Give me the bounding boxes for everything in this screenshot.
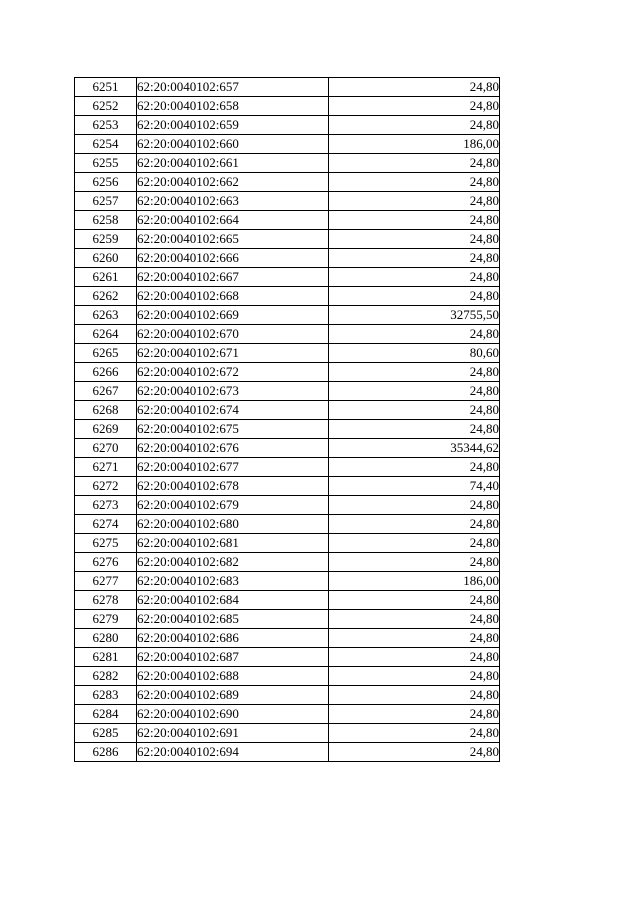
cadastral-number-cell: 62:20:0040102:670: [137, 325, 329, 344]
table-row: [75, 705, 500, 724]
cadastral-number-cell: 62:20:0040102:657: [137, 78, 329, 97]
row-number-cell: 6258: [75, 211, 137, 230]
row-number-cell: 6281: [75, 648, 137, 667]
row-number-cell: 6278: [75, 591, 137, 610]
table-row: [75, 325, 500, 344]
row-number-cell: 6282: [75, 667, 137, 686]
cadastral-number-cell: 62:20:0040102:662: [137, 173, 329, 192]
cadastral-table: [74, 77, 500, 762]
cadastral-number-cell: 62:20:0040102:678: [137, 477, 329, 496]
row-number-cell: 6256: [75, 173, 137, 192]
row-number-cell: 6277: [75, 572, 137, 591]
cadastral-number-cell: 62:20:0040102:694: [137, 743, 329, 762]
cadastral-number-cell: 62:20:0040102:689: [137, 686, 329, 705]
cadastral-number-cell: 62:20:0040102:658: [137, 97, 329, 116]
area-value-cell: 24,80: [329, 610, 500, 629]
area-value-cell: 24,80: [329, 724, 500, 743]
table-row: [75, 268, 500, 287]
area-value-cell: 186,00: [329, 135, 500, 154]
table-row: [75, 287, 500, 306]
table-row: [75, 610, 500, 629]
area-value-cell: 24,80: [329, 496, 500, 515]
cadastral-number-cell: 62:20:0040102:682: [137, 553, 329, 572]
area-value-cell: 24,80: [329, 211, 500, 230]
table-row: [75, 686, 500, 705]
area-value-cell: 24,80: [329, 591, 500, 610]
cadastral-number-cell: 62:20:0040102:684: [137, 591, 329, 610]
row-number-cell: 6251: [75, 78, 137, 97]
table-row: [75, 154, 500, 173]
area-value-cell: 186,00: [329, 572, 500, 591]
cadastral-number-cell: 62:20:0040102:687: [137, 648, 329, 667]
table-row: [75, 344, 500, 363]
row-number-cell: 6264: [75, 325, 137, 344]
area-value-cell: 24,80: [329, 629, 500, 648]
row-number-cell: 6270: [75, 439, 137, 458]
area-value-cell: 24,80: [329, 363, 500, 382]
table-row: [75, 420, 500, 439]
table-row: [75, 534, 500, 553]
area-value-cell: 24,80: [329, 382, 500, 401]
area-value-cell: 24,80: [329, 705, 500, 724]
table-row: [75, 116, 500, 135]
cadastral-number-cell: 62:20:0040102:679: [137, 496, 329, 515]
row-number-cell: 6285: [75, 724, 137, 743]
table-row: [75, 249, 500, 268]
cadastral-number-cell: 62:20:0040102:666: [137, 249, 329, 268]
row-number-cell: 6280: [75, 629, 137, 648]
row-number-cell: 6257: [75, 192, 137, 211]
table-row: [75, 135, 500, 154]
area-value-cell: 24,80: [329, 154, 500, 173]
table-row: [75, 439, 500, 458]
row-number-cell: 6259: [75, 230, 137, 249]
cadastral-number-cell: 62:20:0040102:677: [137, 458, 329, 477]
cadastral-number-cell: 62:20:0040102:676: [137, 439, 329, 458]
cadastral-number-cell: 62:20:0040102:659: [137, 116, 329, 135]
cadastral-number-cell: 62:20:0040102:674: [137, 401, 329, 420]
row-number-cell: 6253: [75, 116, 137, 135]
area-value-cell: 80,60: [329, 344, 500, 363]
cadastral-number-cell: 62:20:0040102:671: [137, 344, 329, 363]
area-value-cell: 24,80: [329, 458, 500, 477]
table-row: [75, 458, 500, 477]
area-value-cell: 24,80: [329, 534, 500, 553]
cadastral-number-cell: 62:20:0040102:688: [137, 667, 329, 686]
area-value-cell: 24,80: [329, 268, 500, 287]
area-value-cell: 24,80: [329, 686, 500, 705]
row-number-cell: 6260: [75, 249, 137, 268]
document-page: [74, 77, 500, 762]
table-row: [75, 192, 500, 211]
table-row: [75, 97, 500, 116]
cadastral-number-cell: 62:20:0040102:680: [137, 515, 329, 534]
table-row: [75, 78, 500, 97]
area-value-cell: 24,80: [329, 249, 500, 268]
cadastral-number-cell: 62:20:0040102:668: [137, 287, 329, 306]
row-number-cell: 6284: [75, 705, 137, 724]
table-row: [75, 515, 500, 534]
table-row: [75, 743, 500, 762]
table-row: [75, 591, 500, 610]
row-number-cell: 6275: [75, 534, 137, 553]
row-number-cell: 6283: [75, 686, 137, 705]
row-number-cell: 6273: [75, 496, 137, 515]
row-number-cell: 6262: [75, 287, 137, 306]
cadastral-number-cell: 62:20:0040102:691: [137, 724, 329, 743]
table-row: [75, 667, 500, 686]
cadastral-number-cell: 62:20:0040102:660: [137, 135, 329, 154]
cadastral-number-cell: 62:20:0040102:672: [137, 363, 329, 382]
cadastral-number-cell: 62:20:0040102:686: [137, 629, 329, 648]
cadastral-number-cell: 62:20:0040102:669: [137, 306, 329, 325]
cadastral-number-cell: 62:20:0040102:667: [137, 268, 329, 287]
table-row: [75, 553, 500, 572]
area-value-cell: 24,80: [329, 743, 500, 762]
area-value-cell: 24,80: [329, 325, 500, 344]
table-row: [75, 211, 500, 230]
area-value-cell: 24,80: [329, 420, 500, 439]
table-row: [75, 173, 500, 192]
row-number-cell: 6279: [75, 610, 137, 629]
area-value-cell: 24,80: [329, 173, 500, 192]
area-value-cell: 24,80: [329, 667, 500, 686]
row-number-cell: 6265: [75, 344, 137, 363]
area-value-cell: 24,80: [329, 230, 500, 249]
row-number-cell: 6263: [75, 306, 137, 325]
table-row: [75, 572, 500, 591]
row-number-cell: 6274: [75, 515, 137, 534]
table-row: [75, 477, 500, 496]
row-number-cell: 6272: [75, 477, 137, 496]
cadastral-number-cell: 62:20:0040102:683: [137, 572, 329, 591]
table-row: [75, 648, 500, 667]
row-number-cell: 6254: [75, 135, 137, 154]
area-value-cell: 74,40: [329, 477, 500, 496]
cadastral-number-cell: 62:20:0040102:685: [137, 610, 329, 629]
cadastral-number-cell: 62:20:0040102:663: [137, 192, 329, 211]
area-value-cell: 24,80: [329, 116, 500, 135]
cadastral-number-cell: 62:20:0040102:664: [137, 211, 329, 230]
cadastral-number-cell: 62:20:0040102:673: [137, 382, 329, 401]
area-value-cell: 24,80: [329, 78, 500, 97]
table-row: [75, 724, 500, 743]
row-number-cell: 6266: [75, 363, 137, 382]
cadastral-number-cell: 62:20:0040102:675: [137, 420, 329, 439]
cadastral-number-cell: 62:20:0040102:681: [137, 534, 329, 553]
area-value-cell: 24,80: [329, 515, 500, 534]
area-value-cell: 32755,50: [329, 306, 500, 325]
row-number-cell: 6276: [75, 553, 137, 572]
table-body: [75, 78, 500, 762]
table-row: [75, 363, 500, 382]
area-value-cell: 24,80: [329, 648, 500, 667]
area-value-cell: 24,80: [329, 287, 500, 306]
table-row: [75, 496, 500, 515]
area-value-cell: 24,80: [329, 97, 500, 116]
table-row: [75, 401, 500, 420]
row-number-cell: 6252: [75, 97, 137, 116]
row-number-cell: 6261: [75, 268, 137, 287]
cadastral-number-cell: 62:20:0040102:661: [137, 154, 329, 173]
cadastral-number-cell: 62:20:0040102:690: [137, 705, 329, 724]
row-number-cell: 6255: [75, 154, 137, 173]
table-row: [75, 382, 500, 401]
area-value-cell: 24,80: [329, 192, 500, 211]
table-row: [75, 629, 500, 648]
area-value-cell: 35344,62: [329, 439, 500, 458]
area-value-cell: 24,80: [329, 401, 500, 420]
row-number-cell: 6286: [75, 743, 137, 762]
row-number-cell: 6267: [75, 382, 137, 401]
row-number-cell: 6268: [75, 401, 137, 420]
area-value-cell: 24,80: [329, 553, 500, 572]
row-number-cell: 6269: [75, 420, 137, 439]
row-number-cell: 6271: [75, 458, 137, 477]
table-row: [75, 306, 500, 325]
table-row: [75, 230, 500, 249]
cadastral-number-cell: 62:20:0040102:665: [137, 230, 329, 249]
